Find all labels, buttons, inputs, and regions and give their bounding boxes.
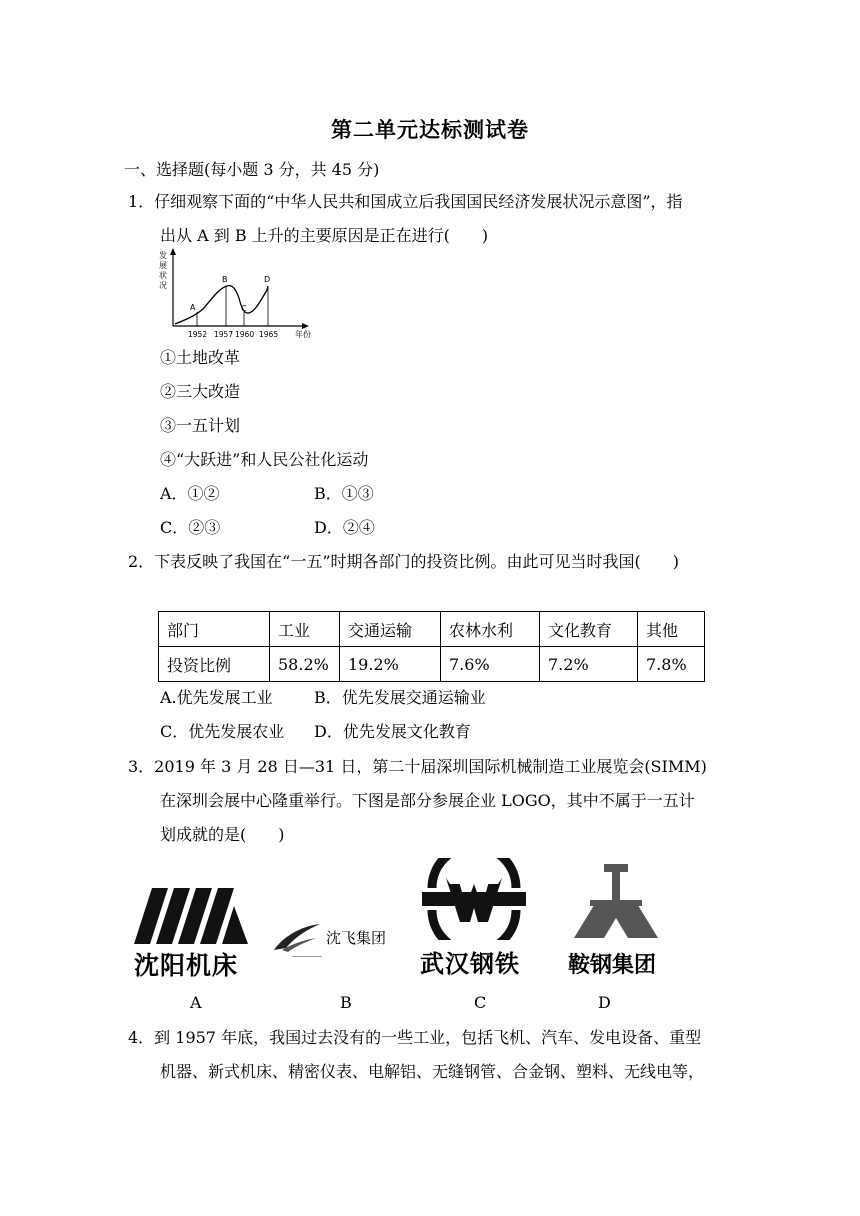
economic-development-chart (155, 246, 325, 342)
logo-angang-group[interactable] (566, 862, 666, 978)
point-label-b: B (222, 275, 228, 284)
y-label-char-2: 展 (159, 261, 167, 270)
table-cell: 投资比例 (159, 647, 270, 682)
steel-rail-icon (566, 862, 666, 944)
tick-1952: 1952 (188, 330, 208, 339)
q1-option-d[interactable]: D．②④ (314, 518, 375, 537)
y-label-char-3: 状 (159, 271, 167, 280)
tick-1965: 1965 (259, 330, 279, 339)
table-header-cell: 交通运输 (340, 612, 441, 647)
q1-option-a[interactable]: A．①② (160, 484, 220, 503)
q2-stem: 2．下表反映了我国在“一五”时期各部门的投资比例。由此可见当时我国( ) (128, 552, 680, 571)
logo-shenyang-machine-tool[interactable] (130, 886, 252, 980)
logo-text-c: 武汉钢铁 (420, 950, 520, 978)
x-axis-label: 年份 (295, 330, 311, 339)
logo-caption-c: C (474, 993, 487, 1012)
table-cell: 7.6% (441, 647, 540, 682)
point-label-c: C (241, 304, 247, 313)
logo-text-d: 鞍钢集团 (568, 953, 657, 978)
q1-option-b[interactable]: B．①③ (314, 484, 374, 503)
q1-stem-line2: 出从 A 到 B 上升的主要原因是正在进行( ) (160, 226, 489, 245)
table-cell: 7.2% (540, 647, 638, 682)
tick-1957: 1957 (214, 330, 234, 339)
table-header-cell: 工业 (270, 612, 340, 647)
logo-wuhan-steel[interactable] (418, 858, 530, 978)
y-label-char-1: 发 (159, 251, 167, 260)
x-axis-arrow (302, 323, 309, 329)
q2-option-b[interactable]: B．优先发展交通运输业 (314, 688, 486, 707)
q1-item-1: ①土地改革 (160, 348, 241, 367)
q1-item-4: ④“大跃进”和人民公社化运动 (160, 450, 369, 469)
table-header-cell: 文化教育 (540, 612, 638, 647)
page-title: 第二单元达标测试卷 (331, 118, 529, 142)
logo-caption-b: B (340, 993, 352, 1012)
q4-stem-line2: 机器、新式机床、精密仪表、电解铝、无缝钢管、合金钢、塑料、无线电等， (160, 1062, 705, 1081)
q3-stem-line1: 3．2019 年 3 月 28 日—31 日，第二十届深圳国际机械制造工业展览会(SIMM) (128, 757, 707, 776)
q2-option-d[interactable]: D．优先发展文化教育 (314, 722, 471, 741)
point-label-d: D (264, 275, 271, 284)
logo-text-b: 沈飞集团 (326, 929, 387, 947)
table-cell: 19.2% (340, 647, 441, 682)
logo-shenfei-group[interactable] (272, 920, 402, 970)
wisco-w-icon (418, 858, 530, 940)
q2-option-a[interactable]: A.优先发展工业 (160, 688, 273, 707)
logo-caption-a: A (190, 993, 202, 1012)
point-label-a: A (190, 303, 196, 312)
logo-text-a: 沈阳机床 (134, 951, 239, 980)
logo-caption-d: D (598, 993, 611, 1012)
table-header-cell: 部门 (159, 612, 270, 647)
q1-stem-line1: 1．仔细观察下面的“中华人民共和国成立后我国国民经济发展状况示意图”，指 (128, 192, 683, 211)
section-heading: 一、选择题(每小题 3 分，共 45 分) (124, 160, 380, 179)
table-cell: 7.8% (638, 647, 705, 682)
tick-1960: 1960 (235, 330, 255, 339)
q1-option-c[interactable]: C．②③ (160, 518, 221, 537)
q4-stem-line1: 4．到 1957 年底，我国过去没有的一些工业，包括飞机、汽车、发电设备、重型 (128, 1028, 702, 1047)
development-curve (175, 286, 268, 324)
table-header-cell: 农林水利 (441, 612, 540, 647)
swoosh-icon (272, 920, 322, 954)
q3-stem-line2: 在深圳会展中心隆重举行。下图是部分参展企业 LOGO，其中不属于一五计 (160, 791, 695, 810)
table-cell: 58.2% (270, 647, 340, 682)
q3-stem-line3: 划成就的是( ) (160, 825, 285, 844)
table-header-row (159, 612, 705, 647)
investment-table (158, 611, 705, 682)
q1-item-2: ②三大改造 (160, 382, 241, 401)
machine-tool-stripes-icon (130, 886, 252, 946)
table-header-cell: 其他 (638, 612, 705, 647)
logo-b-underline (292, 956, 322, 957)
q2-option-c[interactable]: C．优先发展农业 (160, 722, 285, 741)
table-row (159, 647, 705, 682)
y-label-char-4: 况 (159, 281, 167, 290)
y-axis-arrow (170, 248, 176, 255)
q1-item-3: ③一五计划 (160, 416, 241, 435)
